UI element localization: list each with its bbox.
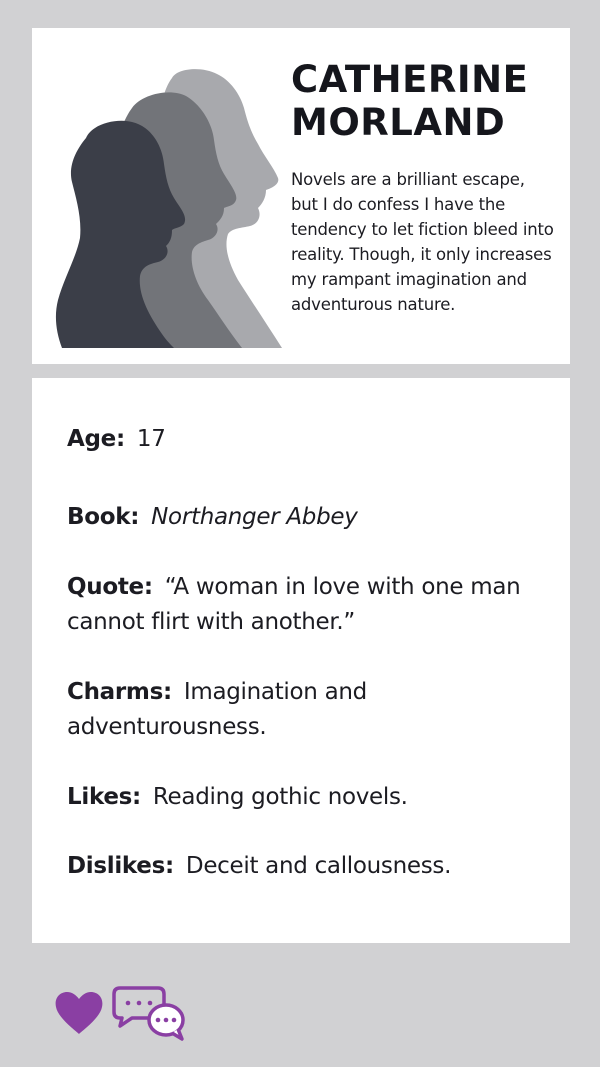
profile-header-card [32, 28, 570, 364]
detail-likes [67, 780, 537, 815]
profile-bio: Novels are a brilliant escape, but I do confess I have the tendency to let fiction bleed into reality. Though, it only increases my rampant imagination and adventurous nature. [291, 170, 554, 314]
detail-book-value: Northanger Abbey [151, 504, 358, 530]
detail-dislikes-label: Dislikes: [67, 853, 174, 879]
detail-age-value: 17 [136, 426, 166, 452]
detail-quote-value: “A woman in love with one man cannot flirt with another.” [67, 574, 521, 635]
profile-details-card [32, 378, 570, 943]
profile-name-line1: CATHERINE [291, 58, 529, 101]
detail-book [67, 500, 537, 535]
profile-name [291, 58, 561, 144]
like-button[interactable] [54, 990, 104, 1036]
heart-icon [54, 990, 104, 1036]
chat-bubbles-icon [112, 984, 188, 1042]
detail-charms-value: Imagination and adventurousness. [67, 679, 367, 740]
detail-book-label: Book: [67, 504, 140, 530]
detail-likes-label: Likes: [67, 784, 141, 810]
detail-dislikes-value: Deceit and callousness. [185, 853, 452, 879]
action-bar [52, 982, 192, 1042]
chat-button[interactable] [112, 984, 188, 1042]
detail-dislikes [67, 849, 537, 884]
detail-age [67, 422, 537, 457]
detail-charms [67, 675, 537, 745]
detail-likes-value: Reading gothic novels. [152, 784, 408, 810]
silhouettes-portrait-image [52, 48, 282, 348]
detail-age-label: Age: [67, 426, 125, 452]
detail-quote-label: Quote: [67, 574, 153, 600]
detail-quote [67, 570, 537, 640]
detail-charms-label: Charms: [67, 679, 172, 705]
profile-name-line2: MORLAND [291, 101, 506, 144]
